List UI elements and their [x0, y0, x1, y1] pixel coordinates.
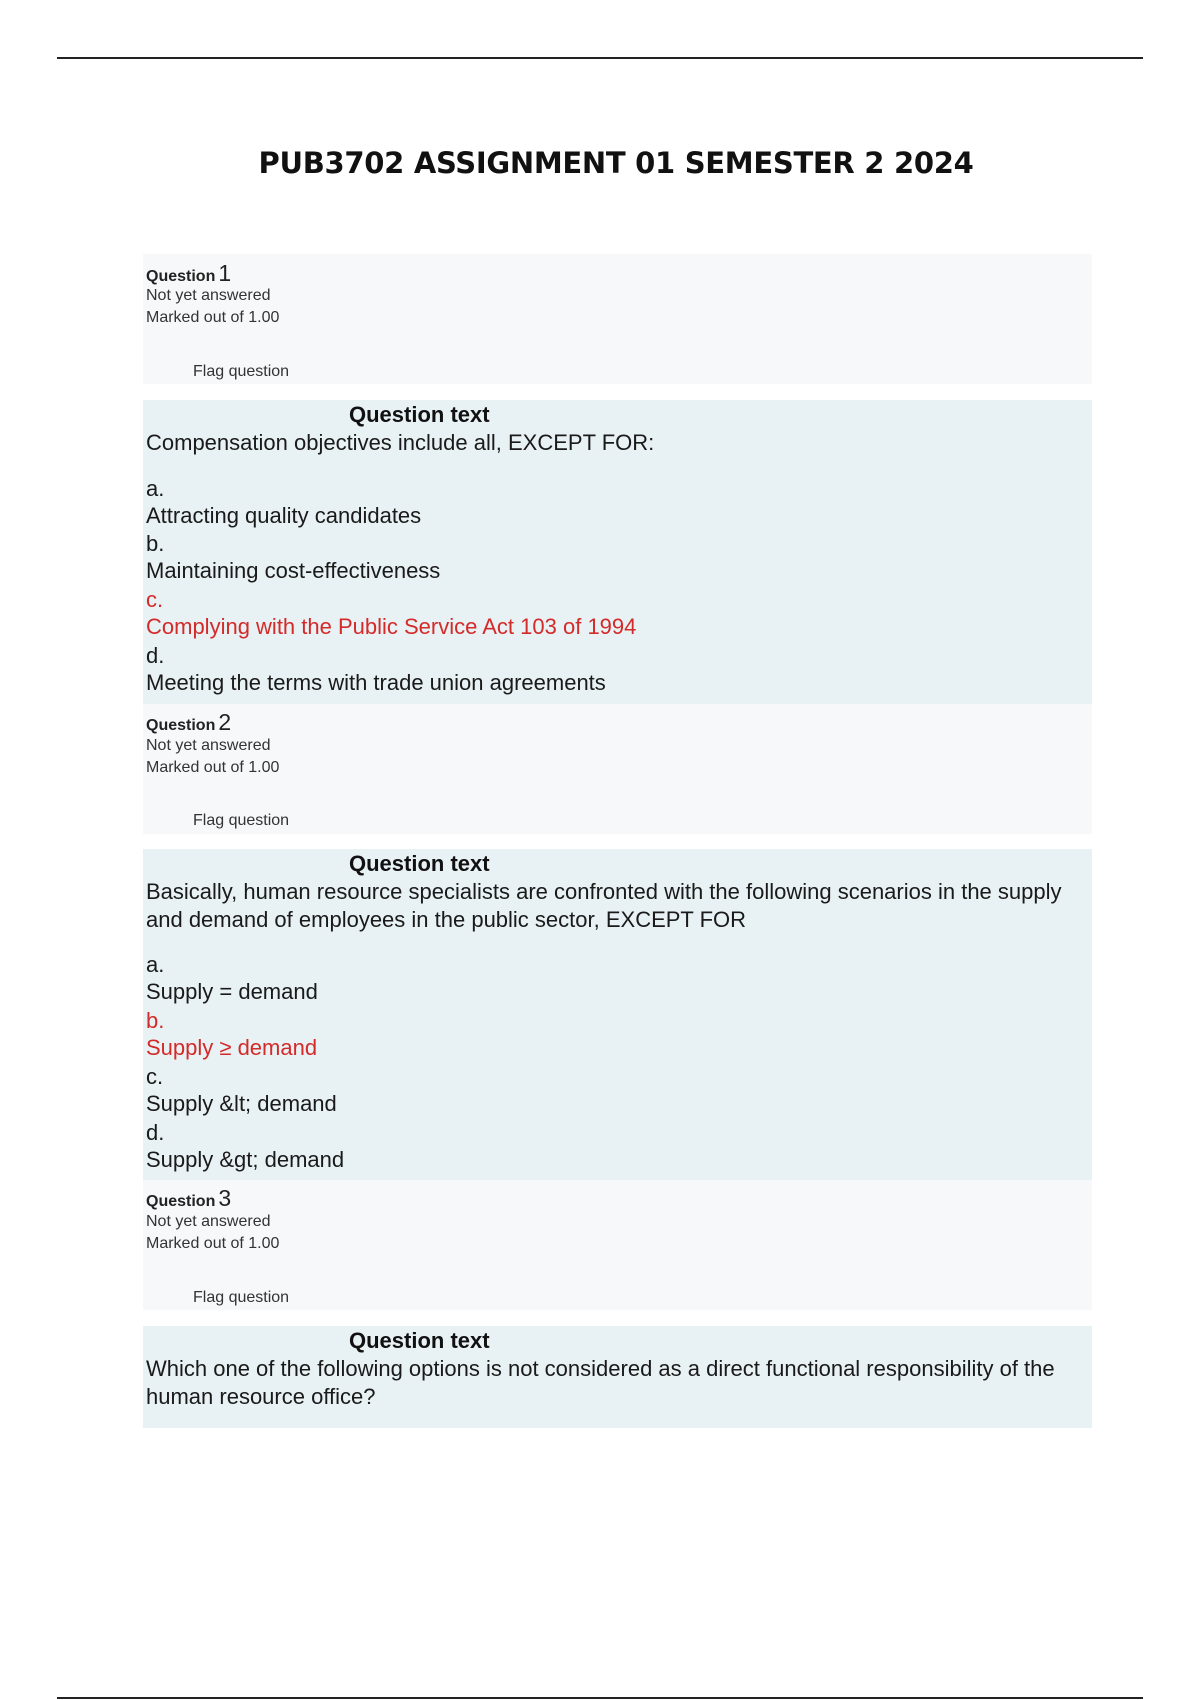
question-3-info	[143, 1180, 1092, 1310]
option-text-b[interactable]: Supply ≥ demand	[146, 1035, 318, 1060]
flag-question-link[interactable]: Flag question	[193, 363, 290, 380]
option-letter-c[interactable]: c.	[146, 587, 164, 612]
question-2-label	[146, 709, 231, 736]
option-text-c[interactable]: Supply &lt; demand	[146, 1091, 337, 1116]
option-letter-d[interactable]: d.	[146, 643, 165, 668]
question-1-info	[143, 254, 1092, 384]
question-text-heading: Question text	[349, 851, 490, 876]
page-title: PUB3702 ASSIGNMENT 01 SEMESTER 2 2024	[258, 146, 974, 180]
question-2-content	[143, 849, 1092, 1180]
question-marks: Marked out of 1.00	[146, 1235, 280, 1252]
flag-question-link[interactable]: Flag question	[193, 1289, 290, 1306]
option-text-d[interactable]: Supply &gt; demand	[146, 1147, 345, 1172]
question-1-label	[146, 260, 231, 287]
question-2-info	[143, 704, 1092, 834]
option-letter-a[interactable]: a.	[146, 476, 165, 501]
question-text-heading: Question text	[349, 1328, 490, 1353]
option-text-b[interactable]: Maintaining cost-effectiveness	[146, 558, 441, 583]
bottom-rule	[57, 1697, 1143, 1699]
question-word: Question	[146, 268, 216, 285]
question-status: Not yet answered	[146, 737, 271, 754]
question-text: Basically, human resource specialists are confronted with the following scenarios in the supply and demand of employees in the public sector, EXCEPT FOR	[146, 879, 1062, 932]
question-1-content	[143, 400, 1092, 704]
question-marks: Marked out of 1.00	[146, 759, 280, 776]
question-status: Not yet answered	[146, 287, 271, 304]
question-marks: Marked out of 1.00	[146, 309, 280, 326]
option-text-d[interactable]: Meeting the terms with trade union agreements	[146, 670, 606, 695]
option-letter-d[interactable]: d.	[146, 1120, 165, 1145]
option-text-c[interactable]: Complying with the Public Service Act 103 of 1994	[146, 614, 637, 639]
question-3-content	[143, 1326, 1092, 1428]
question-word: Question	[146, 717, 216, 734]
question-3-label	[146, 1185, 231, 1212]
question-text-heading: Question text	[349, 402, 490, 427]
question-number: 3	[218, 1185, 232, 1211]
question-text: Which one of the following options is not considered as a direct functional responsibility of the human resource office?	[146, 1356, 1055, 1409]
question-number: 1	[218, 260, 232, 286]
question-number: 2	[218, 709, 232, 735]
option-letter-b[interactable]: b.	[146, 1008, 165, 1033]
option-letter-c[interactable]: c.	[146, 1064, 164, 1089]
question-word: Question	[146, 1193, 216, 1210]
top-rule	[57, 57, 1143, 59]
question-text: Compensation objectives include all, EXCEPT FOR:	[146, 430, 655, 455]
option-letter-a[interactable]: a.	[146, 952, 165, 977]
option-text-a[interactable]: Supply = demand	[146, 979, 318, 1004]
flag-question-link[interactable]: Flag question	[193, 812, 290, 829]
option-letter-b[interactable]: b.	[146, 531, 165, 556]
option-text-a[interactable]: Attracting quality candidates	[146, 503, 422, 528]
question-status: Not yet answered	[146, 1213, 271, 1230]
